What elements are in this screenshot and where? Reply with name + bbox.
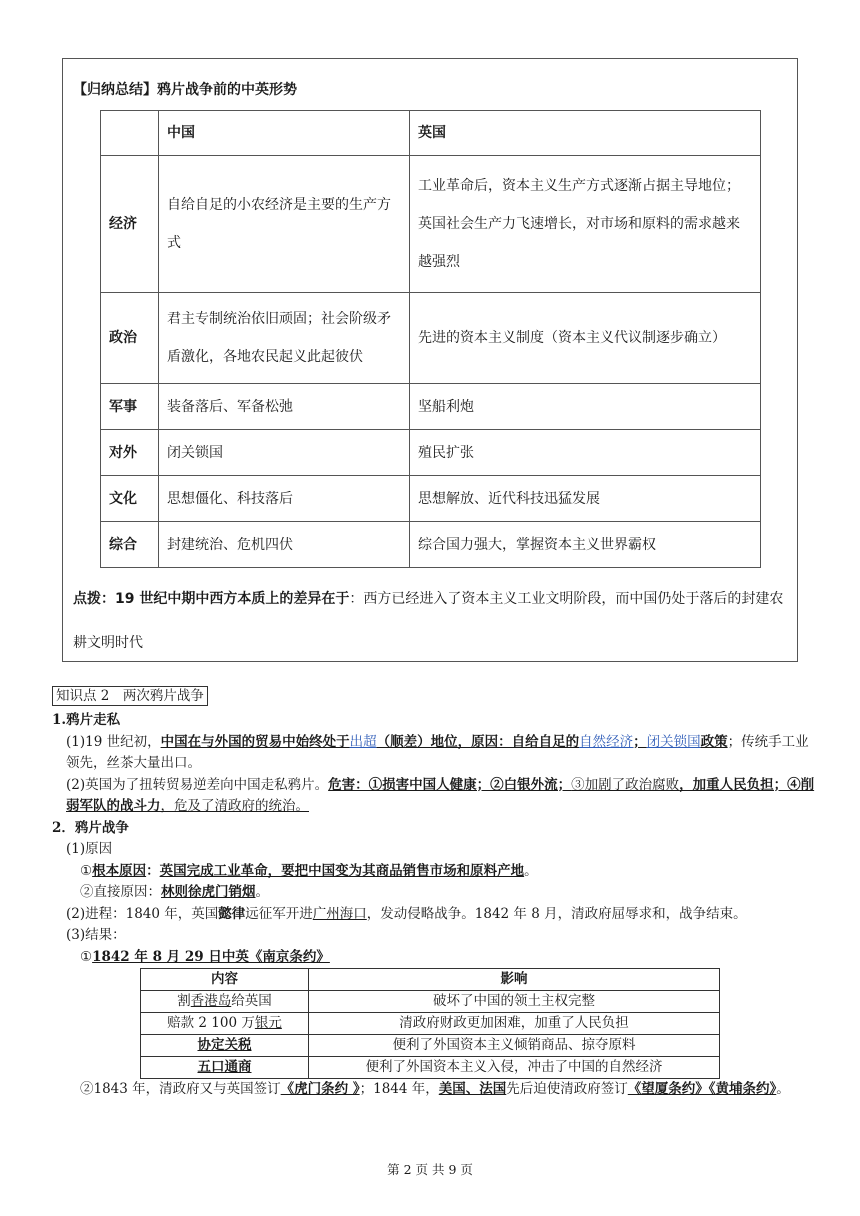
key-term: 闭关锁国 [646, 733, 701, 750]
text-span: 林则徐虎门销烟 [161, 884, 256, 900]
text-span: 赔款 2 100 万 [167, 1015, 255, 1031]
result-title: (3)结果： [66, 927, 126, 943]
key-term: 自然经济 [579, 733, 634, 750]
row-china: 装备落后、军备松弛 [159, 384, 410, 430]
row-britain: 工业革命后，资本主义生产方式逐渐占据主导地位；英国社会生产力飞速增长，对市场和原料的需求越来越强烈 [410, 156, 761, 293]
row-category: 政治 [101, 293, 159, 384]
text-span: 给英国 [231, 993, 272, 1009]
text-span: 银元 [254, 1015, 282, 1031]
later-treaties [52, 1079, 822, 1101]
direct-cause [52, 882, 822, 904]
text-span: 英国完成工业革命，要把中国变为其商品销售市场和原料产地 [159, 862, 525, 879]
table-row [101, 476, 761, 522]
text-span: 根本原因 [92, 862, 147, 879]
text-span: 《望厦条约》《黄埔条约》 [627, 1081, 777, 1097]
table-row [101, 384, 761, 430]
treaty-impact: 便利了外国资本主义入侵，冲击了中国的自然经济 [309, 1057, 720, 1079]
text-span: 。 [255, 884, 269, 900]
text-span: 香港岛 [190, 993, 232, 1009]
table-row [101, 522, 761, 568]
text-span: ，加重人民负担；④削弱军队的战斗力 [66, 776, 815, 814]
table-row [101, 430, 761, 476]
text-span: 懿律 [218, 905, 246, 922]
text-span: (1)19 世纪初， [66, 733, 161, 750]
paragraph-opium [52, 775, 822, 818]
tip-text: ：西方已经进入了资本主义工业文明阶段，而中国仍处于落后的封建农耕文明时代 [73, 591, 784, 651]
text-span: 中国在与外国的贸易中始终处于 [160, 733, 350, 750]
text-span: 广州海口 [312, 905, 367, 922]
text-span: ；传统手工业领先，丝茶大量出口。 [66, 733, 809, 771]
row-britain: 思想解放、近代科技迅猛发展 [410, 476, 761, 522]
header-empty [101, 111, 159, 156]
row-china: 自给自足的小农经济是主要的生产方式 [159, 156, 410, 293]
knowledge-section [52, 686, 822, 1101]
text-span: 。 [776, 1081, 790, 1097]
text-span: ； [633, 733, 647, 750]
treaty-table [140, 968, 720, 1079]
section-title: 2．鸦片战争 [52, 819, 129, 836]
table-row [141, 1013, 720, 1035]
table-row [141, 1035, 720, 1057]
text-span: （顺差）地位，原因：自给自足的 [376, 733, 580, 750]
table-row [141, 991, 720, 1013]
treaty-title [52, 947, 822, 969]
text-span: 协定关税 [197, 1037, 252, 1053]
process-paragraph [52, 904, 822, 926]
header-impact: 影响 [309, 969, 720, 991]
text-span: 1842 年 8 月 29 日中英《南京条约》 [92, 948, 330, 965]
text-span: (2)英国为了扭转贸易逆差向中国走私鸦片。 [66, 776, 329, 793]
key-term: 出超 [349, 733, 377, 750]
summary-title: 【归纳总结】鸦片战争前的中英形势 [73, 82, 297, 98]
row-britain: 坚船利炮 [410, 384, 761, 430]
row-britain: 殖民扩张 [410, 430, 761, 476]
row-china: 闭关锁国 [159, 430, 410, 476]
text-span: ，发动侵略战争。1842 年 8 月，清政府屈辱求和，战争结束。 [366, 905, 747, 922]
tip-label: 点拨：19 世纪中期中西方本质上的差异在于 [73, 591, 350, 607]
table-row [141, 1057, 720, 1079]
table-row [101, 293, 761, 384]
text-span: 《虎门条约 》 [280, 1081, 360, 1097]
text-span: 危害：①损害中国人健康；②白银外流； [328, 776, 572, 793]
treaty-content [141, 1013, 309, 1035]
text-span: ① [80, 862, 93, 879]
treaty-content [141, 1057, 309, 1079]
section-title: 1.鸦片走私 [52, 712, 121, 728]
text-span: 远征军开进 [245, 905, 313, 922]
text-span: ，危及了清政府的统治。 [160, 798, 309, 814]
header-britain: 英国 [410, 111, 761, 156]
table-header-row [101, 111, 761, 156]
header-content: 内容 [141, 969, 309, 991]
text-span: 。 [524, 862, 538, 879]
treaty-content [141, 991, 309, 1013]
row-britain: 先进的资本主义制度（资本主义代议制逐步确立） [410, 293, 761, 384]
treaty-impact: 清政府财政更加困难，加重了人民负担 [309, 1013, 720, 1035]
row-britain: 综合国力强大，掌握资本主义世界霸权 [410, 522, 761, 568]
row-category: 经济 [101, 156, 159, 293]
text-span: (2)进程：1840 年，英国 [66, 905, 219, 922]
text-span: ②直接原因： [80, 884, 161, 900]
comparison-table [100, 110, 761, 568]
cause-title: (1)原因 [66, 841, 113, 857]
knowledge-heading: 知识点 2 两次鸦片战争 [52, 686, 208, 706]
row-china: 思想僵化、科技落后 [159, 476, 410, 522]
treaty-impact: 便利了外国资本主义倾销商品、掠夺原料 [309, 1035, 720, 1057]
text-span: 割 [177, 993, 191, 1009]
row-category: 文化 [101, 476, 159, 522]
row-category: 军事 [101, 384, 159, 430]
text-span: ；1844 年， [359, 1081, 439, 1097]
row-china: 君主专制统治依旧顽固；社会阶级矛盾激化，各地农民起义此起彼伏 [159, 293, 410, 384]
tip-paragraph [73, 577, 789, 665]
summary-box [62, 58, 798, 662]
treaty-impact: 破坏了中国的领土主权完整 [309, 991, 720, 1013]
text-span: ②1843 年，清政府又与英国签订 [80, 1081, 281, 1097]
paragraph-trade [52, 732, 822, 775]
page-footer: 第 2 页 共 9 页 [387, 1162, 473, 1177]
text-span: 先后迫使清政府签订 [506, 1081, 628, 1097]
text-span: ③加剧了政治腐败 [571, 776, 680, 793]
row-category: 对外 [101, 430, 159, 476]
row-china: 封建统治、危机四伏 [159, 522, 410, 568]
text-span: 美国、法国 [438, 1081, 507, 1097]
treaty-header-row [141, 969, 720, 991]
text-span: 政策 [700, 733, 728, 750]
treaty-content [141, 1035, 309, 1057]
row-category: 综合 [101, 522, 159, 568]
root-cause [52, 861, 822, 883]
table-row [101, 156, 761, 293]
text-span: 五口通商 [197, 1059, 252, 1075]
text-span: ① [80, 948, 93, 965]
text-span: ： [146, 862, 160, 879]
header-china: 中国 [159, 111, 410, 156]
